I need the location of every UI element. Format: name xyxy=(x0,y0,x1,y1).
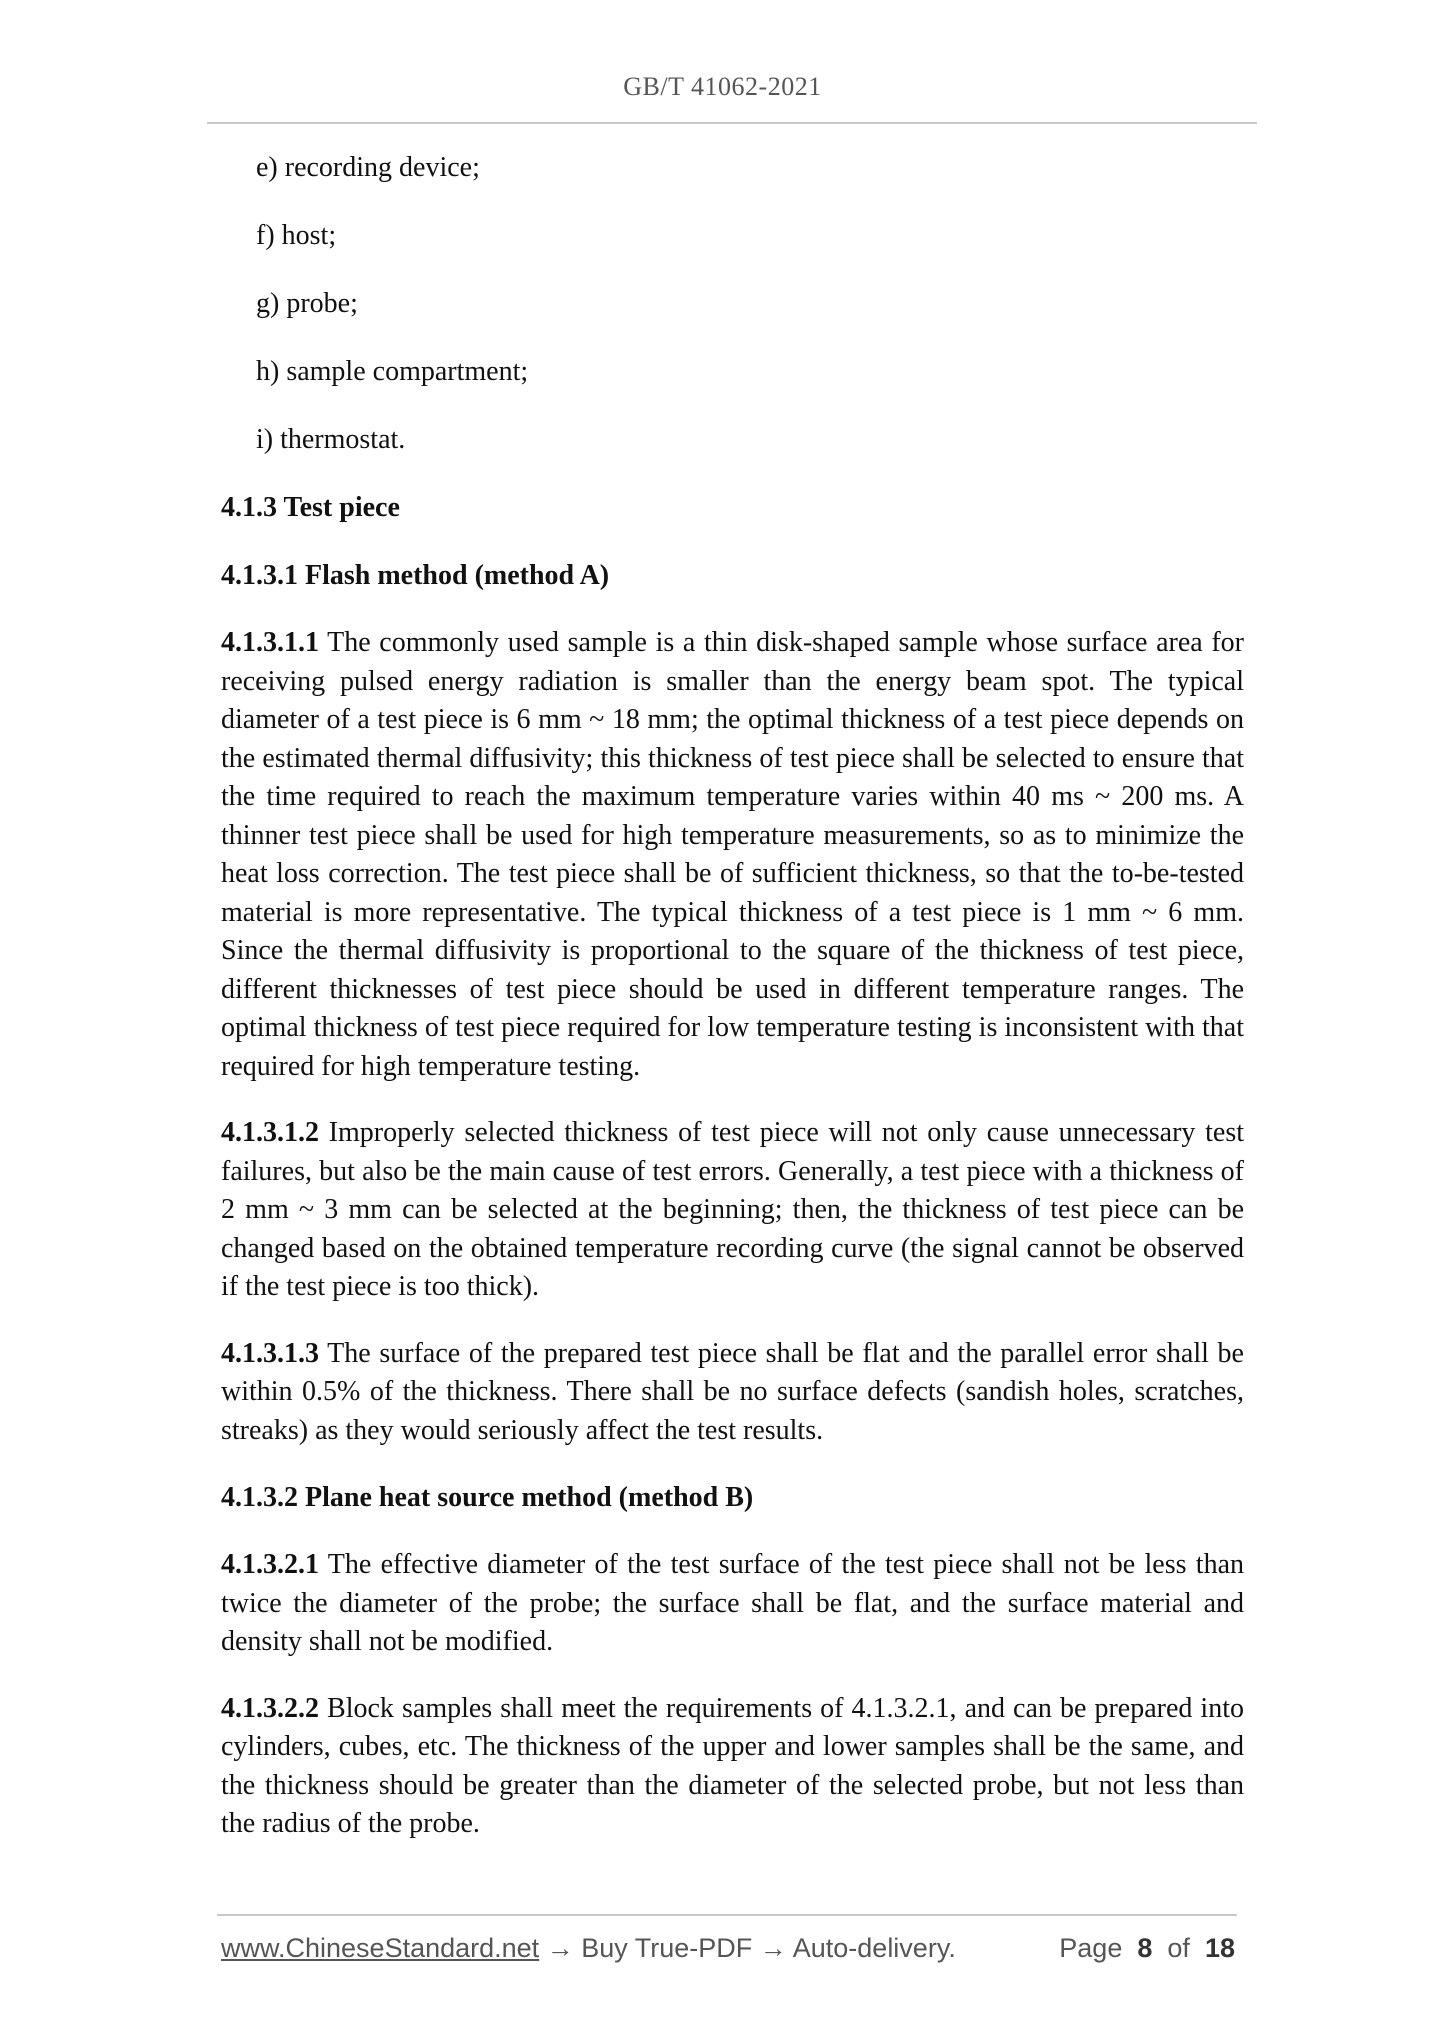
document-body xyxy=(221,148,1244,1872)
page-indicator xyxy=(1059,1933,1235,1964)
page-label: Page xyxy=(1059,1933,1123,1963)
clause-text: The commonly used sample is a thin disk-shaped sample whose surface area for receiving pulsed energy radiation is smaller than the energy beam spot. The typical diameter of a test piece is 6 mm ~ 18 mm; the optimal thickness of a test piece depends on the estimated thermal diffusivity; this thickness of test piece shall be selected to ensure that the time required to reach the maximum temperature varies within 40 ms ~ 200 ms. A thinner test piece shall be used for high temperature measurements, so as to minimize the heat loss correction. The test piece shall be of sufficient thickness, so that the to-be-tested material is more representative. The typical thickness of a test piece is 1 mm ~ 6 mm. Since the thermal diffusivity is proportional to the square of the thickness of test piece, different thicknesses of test piece should be used in different temperature ranges. The optimal thickness of test piece required for low temperature testing is inconsistent with that required for high temperature testing. xyxy=(221,627,1244,1082)
section-heading-4-1-3-2: 4.1.3.2 Plane heat source method (method B) xyxy=(221,1482,754,1513)
list-item: i) thermostat. xyxy=(256,424,406,455)
list-item: g) probe; xyxy=(256,288,358,319)
clause-text: The effective diameter of the test surface of the test piece shall not be less than twice the diameter of the probe; the surface shall be flat, and the surface material and density shall not be modified. xyxy=(221,1549,1244,1657)
clause-number: 4.1.3.1.1 xyxy=(221,627,319,658)
clause-text: Block samples shall meet the requirements of 4.1.3.2.1, and can be prepared into cylinders, cubes, etc. The thickness of the upper and lower samples shall be the same, and the thickness should be greater than the diameter of the selected probe, but not less than the radius of the probe. xyxy=(221,1692,1244,1839)
clause-paragraph xyxy=(221,624,1244,1086)
clause-text: The surface of the prepared test piece shall be flat and the parallel error shall be within 0.5% of the thickness. There shall be no surface defects (sandish holes, scratches, streaks) as they would seriously affect the test results. xyxy=(221,1337,1244,1446)
clause-number: 4.1.3.2.1 xyxy=(221,1549,319,1580)
footer-divider xyxy=(217,1914,1237,1916)
clause-paragraph xyxy=(221,1546,1244,1662)
header-divider xyxy=(207,122,1257,124)
clause-paragraph xyxy=(221,1690,1244,1844)
clause-text: Improperly selected thickness of test piece will not only cause unnecessary test failures, but also be the main cause of test errors. Generally, a test piece with a thickness of 2 mm ~ 3 mm can be selected at the beginning; then, the thickness of test piece can be changed based on the obtained temperature recording curve (the signal cannot be observed if the test piece is too thick). xyxy=(221,1117,1244,1302)
clause-number: 4.1.3.1.2 xyxy=(221,1117,319,1148)
footer-promo: → Buy True-PDF → Auto-delivery. xyxy=(539,1933,956,1963)
clause-number: 4.1.3.2.2 xyxy=(221,1692,319,1724)
section-heading-4-1-3: 4.1.3 Test piece xyxy=(221,492,400,523)
clause-number: 4.1.3.1.3 xyxy=(221,1337,319,1369)
list-item: f) host; xyxy=(256,220,337,251)
list-item: h) sample compartment; xyxy=(256,356,529,387)
page-number: 8 xyxy=(1137,1933,1153,1963)
clause-paragraph xyxy=(221,1335,1244,1451)
of-label: of xyxy=(1167,1933,1190,1963)
clause-paragraph xyxy=(221,1114,1244,1307)
site-link[interactable]: www.ChineseStandard.net xyxy=(221,1933,540,1963)
document-header: GB/T 41062-2021 xyxy=(623,72,822,101)
list-item: e) recording device; xyxy=(256,152,480,183)
page-footer xyxy=(221,1933,1235,1973)
section-heading-4-1-3-1: 4.1.3.1 Flash method (method A) xyxy=(221,560,610,591)
page-total: 18 xyxy=(1204,1933,1235,1963)
